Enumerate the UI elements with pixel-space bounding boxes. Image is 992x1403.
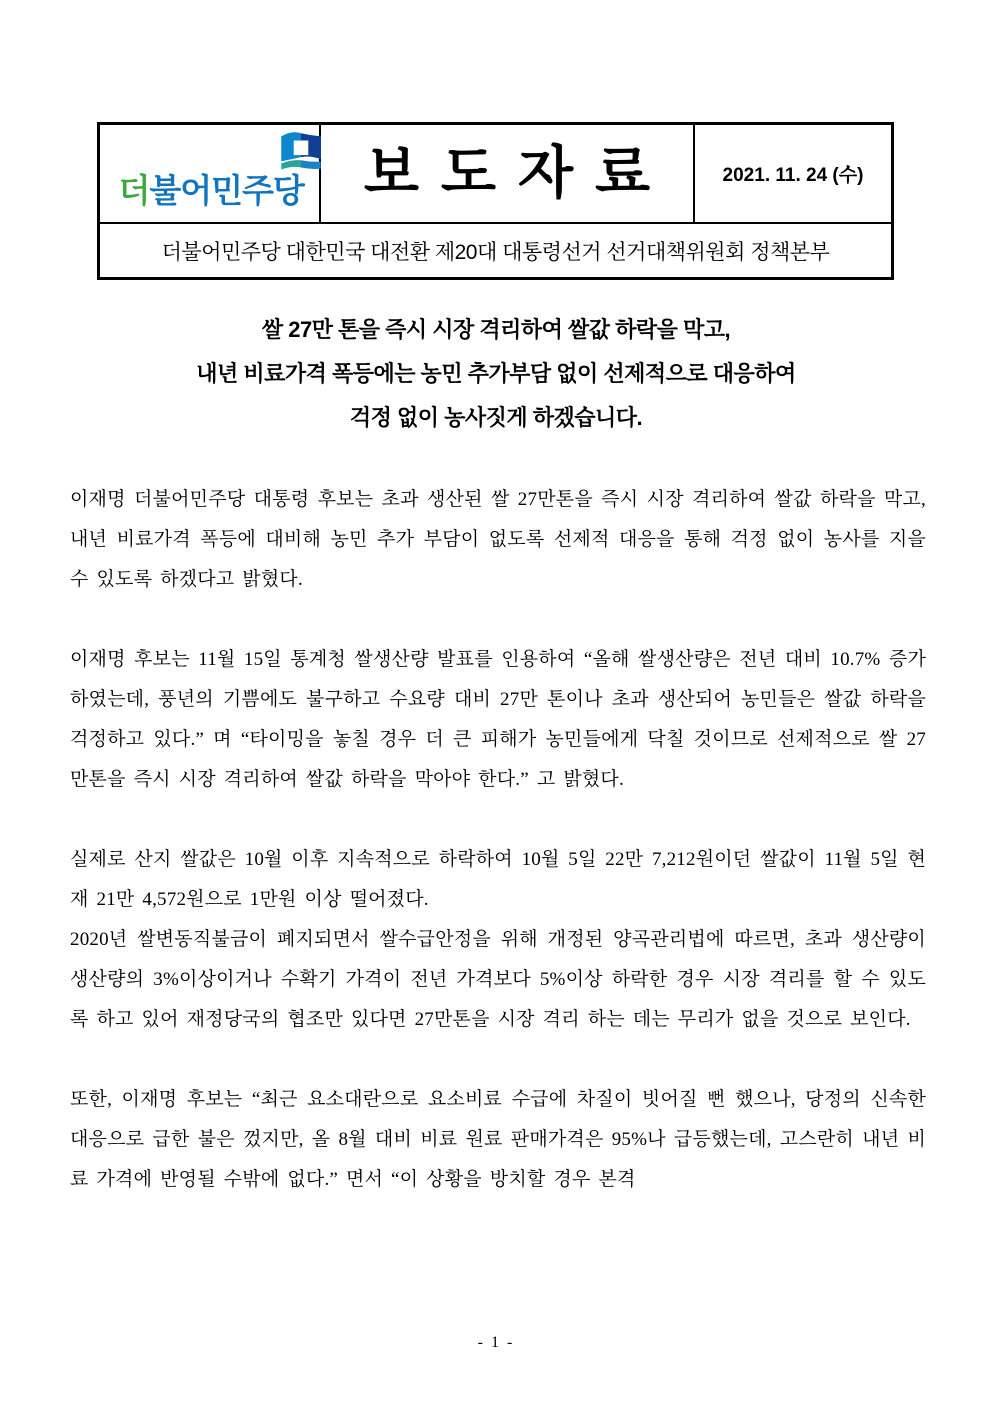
headline [0,308,992,440]
paragraph-group [70,840,926,1040]
document-type-title: 보도자료 [363,141,673,205]
page-number [0,1334,992,1352]
header-subtitle: 더불어민주당 대한민국 대전환 제20대 대통령선거 선거대책위원회 정책본부 [161,240,830,264]
paragraph: 실제로 산지 쌀값은 10월 이후 지속적으로 하락하여 10월 5일 22만 7,212원이던 쌀값이 11월 5일 현재 21만 4,572원으로 1만원 이상 떨어졌다. [70,849,926,910]
party-flag-icon [277,127,325,179]
paragraph: 2020년 쌀변동직불금이 폐지되면서 쌀수급안정을 위해 개정된 양곡관리법에 따르면, 초과 생산량이 생산량의 3%이상이거나 수확기 가격이 전년 가격보다 5%이상 하락한 경우 시장 격리를 할 수 있도록 하고 있어 재정당국의 협조만 있다면 27만톤을 시장 격리 하는 데는 무리가 없을 것으로 보인다. [70,929,926,1030]
header-subtitle-row [100,222,891,277]
paragraph-group [70,1080,926,1200]
headline-line-1: 쌀 27만 톤을 즉시 시장 격리하여 쌀값 하락을 막고, [261,317,731,342]
paragraph: 또한, 이재명 후보는 “최근 요소대란으로 요소비료 수급에 차질이 빗어질 뻔 했으나, 당정의 신속한 대응으로 급한 불은 껐지만, 올 8월 대비 비료 원료 판매가격은 95%나 급등했는데, 고스란히 내년 비료 가격에 반영될 수밖에 없다.” 면서 “이 상황을 방치할 경우 본격 [70,1089,926,1190]
party-logo [117,132,303,216]
logo-text-blue: 불어민주당 [149,171,304,209]
paragraph-group [70,480,926,600]
document-date: 2021. 11. 24 (수) [722,165,864,186]
headline-line-3: 걱정 없이 농사짓게 하겠습니다. [349,405,643,430]
header-top-row [100,125,891,222]
logo-text-green: 더 [118,171,150,209]
document-date-cell [695,125,891,222]
paragraph: 이재명 후보는 11월 15일 통계청 쌀생산량 발표를 인용하여 “올해 쌀생산량은 전년 대비 10.7% 증가하였는데, 풍년의 기쁨에도 불구하고 수요량 대비 27만 톤이나 초과 생산되어 농민들은 쌀값 하락을 걱정하고 있다.” 며 “타이밍을 놓칠 경우 더 큰 피해가 농민들에게 닥칠 것이므로 선제적으로 쌀 27만톤을 즉시 시장 격리하여 쌀값 하락을 막아야 한다.” 고 밝혔다. [70,649,926,790]
paragraph: 이재명 더불어민주당 대통령 후보는 초과 생산된 쌀 27만톤을 즉시 시장 격리하여 쌀값 하락을 막고, 내년 비료가격 폭등에 대비해 농민 추가 부담이 없도록 선제적 대응을 통해 걱정 없이 농사를 지을 수 있도록 하겠다고 밝혔다. [70,489,926,590]
document-type-title-cell [321,125,695,222]
headline-line-2: 내년 비료가격 폭등에는 농민 추가부담 없이 선제적으로 대응하여 [196,361,796,386]
page-number-text: - 1 - [477,1334,515,1351]
body-text [70,480,926,1240]
party-logo-cell [100,125,321,222]
header-table [97,122,894,280]
paragraph-group [70,640,926,800]
